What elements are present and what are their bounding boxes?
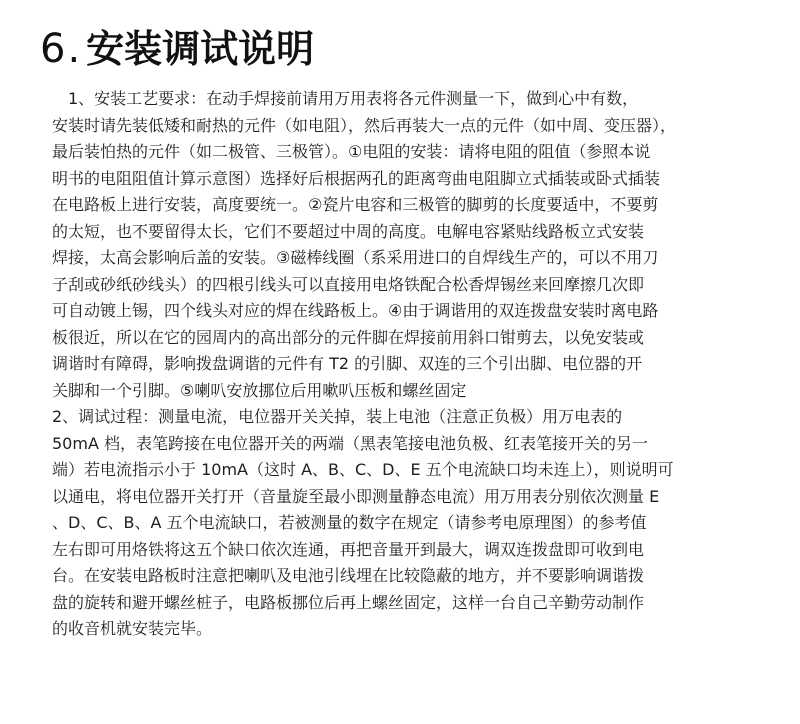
section-number: 6	[40, 26, 66, 72]
text-line: 左右即可用烙铁将这五个缺口依次连通，再把音量开到最大，调双连拨盘即可收到电	[52, 539, 645, 559]
text-line: 安装时请先装低矮和耐热的元件（如电阻），然后再装大一点的元件（如中周、变压器），	[52, 115, 677, 135]
text-line: 明书的电阻阻值计算示意图）选择好后根据两孔的距离弯曲电阻脚立式插装或卧式插装	[52, 168, 661, 188]
instructions-text	[52, 86, 752, 643]
text-line: 子刮或砂纸砂线头）的四根引线头可以直接用电烙铁配合松香焊锡丝来回摩擦几次即	[52, 274, 645, 294]
text-line: 可自动镀上锡，四个线头对应的焊在线路板上。④由于调谐用的双连拨盘安装时离电路	[52, 301, 659, 320]
text-line: 2、调试过程：测量电流，电位器开关关掉，装上电池（注意正负极）用万电表的	[52, 407, 623, 426]
section-heading	[40, 22, 314, 76]
text-line: 端）若电流指示小于 10mA（这时 A、B、C、D、E 五个电流缺口均未连上），则说明可	[52, 460, 674, 479]
text-line: 台。在安装电路板时注意把喇叭及电池引线埋在比较隐蔽的地方，并不要影响调谐拨	[52, 566, 645, 585]
text-line: 盘的旋转和避开螺丝桩子，电路板挪位后再上螺丝固定，这样一台自己辛勤劳动制作	[52, 592, 645, 612]
text-line: 50mA 档，表笔跨接在电位器开关的两端（黑表笔接电池负极、红表笔接开关的另一	[52, 433, 648, 453]
text-line: 1、安装工艺要求：在动手焊接前请用万用表将各元件测量一下，做到心中有数，	[52, 89, 639, 108]
text-line: 以通电，将电位器开关打开（音量旋至最小即测量静态电流）用万用表分别依次测量 E	[52, 486, 660, 506]
text-line: 关脚和一个引脚。⑤喇叭安放挪位后用嗽叭压板和螺丝固定	[52, 380, 467, 400]
text-line: 在电路板上进行安装，高度要统一。②瓷片电容和三极管的脚剪的长度要适中，不要剪	[52, 195, 659, 214]
text-line: 的收音机就安装完毕。	[52, 619, 213, 638]
section-number-dot: .	[67, 26, 81, 72]
text-line: 的太短，也不要留得太长，它们不要超过中周的高度。电解电容紧贴线路板立式安装	[52, 221, 645, 241]
text-line: 板很近，所以在它的园周内的高出部分的元件脚在焊接前用斜口钳剪去，以免安装或	[52, 327, 645, 347]
text-line: 最后装怕热的元件（如二极管、三极管）。①电阻的安装：请将电阻的阻值（参照本说	[52, 142, 651, 161]
text-line: 调谐时有障碍，影响拨盘调谐的元件有 T2 的引脚、双连的三个引出脚、电位器的开	[52, 354, 643, 373]
text-line: 、D、C、B、A 五个电流缺口，若被测量的数字在规定（请参考电原理图）的参考值	[52, 513, 647, 532]
text-line: 焊接，太高会影响后盖的安装。③磁棒线圈（系采用进口的自焊线生产的，可以不用刀	[52, 248, 659, 267]
section-title: 安装调试说明	[86, 27, 315, 71]
